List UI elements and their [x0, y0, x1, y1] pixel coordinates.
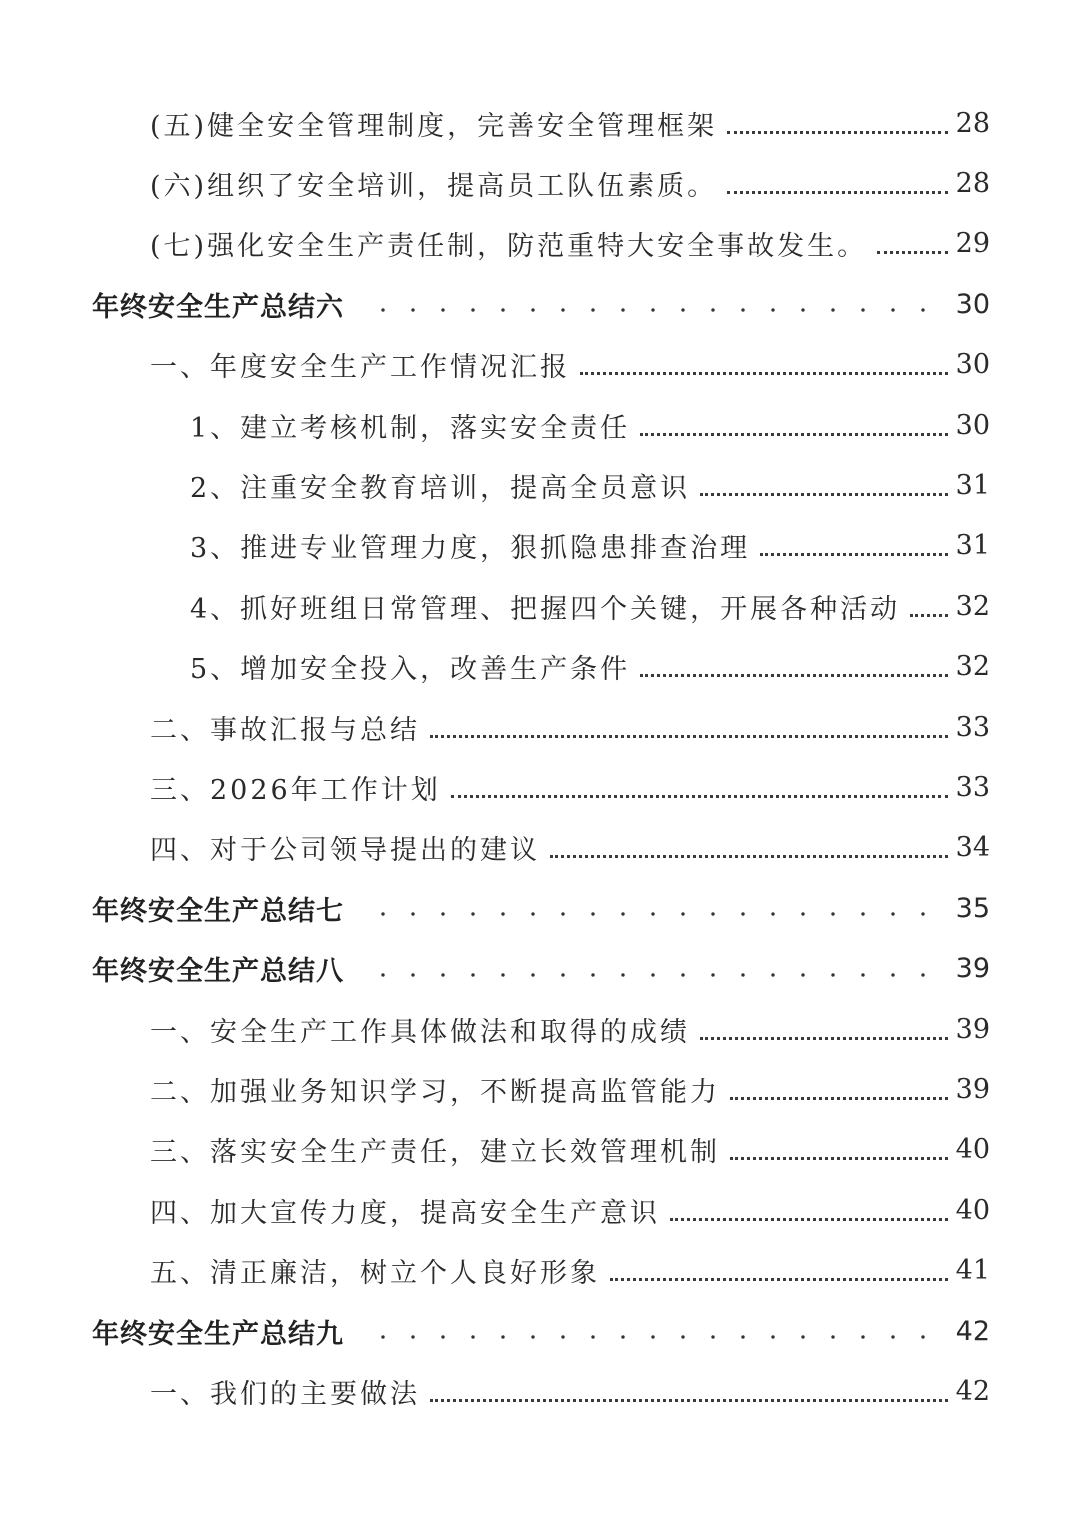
toc-page-number: 32 [955, 590, 990, 622]
toc-item-label: 三、2026年工作计划 [150, 774, 441, 806]
toc-dot-leader [730, 1157, 948, 1160]
toc-item-label: 四、对于公司领导提出的建议 [150, 835, 540, 867]
toc-dot-leader [430, 1399, 948, 1402]
toc-item[interactable] [0, 1059, 1080, 1119]
toc-dot-leader [640, 433, 947, 436]
toc-dot-leader [727, 131, 948, 134]
toc-item[interactable] [0, 757, 1080, 817]
toc-item[interactable] [0, 395, 1080, 455]
toc-item[interactable] [0, 1240, 1080, 1300]
toc-item-label: 三、落实安全生产责任，建立长效管理机制 [150, 1137, 720, 1169]
toc-page-number: 42 [955, 1375, 990, 1407]
toc-dot-leader [550, 855, 948, 858]
toc-dot-leader [670, 1218, 948, 1221]
toc-page-number: 39 [955, 1073, 990, 1105]
toc-section-heading[interactable] [0, 274, 1080, 334]
toc-page-number: 30 [955, 288, 990, 320]
toc-item-label: 年终安全生产总结九 [92, 1318, 344, 1350]
toc-item-label: 年终安全生产总结七 [92, 895, 344, 927]
toc-dot-leader [760, 553, 947, 556]
toc-dot-leader [727, 191, 948, 194]
toc-item-label: 一、安全生产工作具体做法和取得的成绩 [150, 1016, 690, 1048]
toc-item[interactable] [0, 999, 1080, 1059]
toc-item[interactable] [0, 637, 1080, 697]
toc-page-number: 31 [955, 470, 990, 502]
toc-item[interactable] [0, 455, 1080, 515]
toc-page-number: 34 [955, 832, 990, 864]
toc-page-number: 31 [955, 530, 990, 562]
toc-item[interactable] [0, 1120, 1080, 1180]
toc-dot-leader [640, 674, 947, 677]
toc-item-label: 年终安全生产总结八 [92, 956, 344, 988]
toc-item[interactable] [0, 516, 1080, 576]
toc-page-number: 29 [955, 228, 990, 260]
toc-dot-leader [451, 795, 948, 798]
toc-item-label: 一、年度安全生产工作情况汇报 [150, 352, 570, 384]
toc-item-label: 四、加大宣传力度，提高安全生产意识 [150, 1197, 660, 1229]
toc-item[interactable] [0, 93, 1080, 153]
toc-page-number: 30 [955, 349, 990, 381]
toc-dot-leader [700, 1037, 948, 1040]
toc-page-number: 30 [955, 409, 990, 441]
toc-item[interactable] [0, 697, 1080, 757]
toc-item-label: 4、抓好班组日常管理、把握四个关键，开展各种活动 [190, 593, 901, 625]
toc-item-label: 一、我们的主要做法 [150, 1378, 420, 1410]
toc-item-label: (七)强化安全生产责任制，防范重特大安全事故发生。 [150, 231, 868, 263]
toc-item-label: (五)健全安全管理制度，完善安全管理框架 [150, 110, 718, 142]
toc-dot-leader [877, 251, 948, 254]
toc-dot-leader [580, 372, 948, 375]
toc-item[interactable] [0, 576, 1080, 636]
toc-page-number: 41 [955, 1255, 990, 1287]
toc-page-number: 28 [955, 107, 990, 139]
toc-item[interactable] [0, 1361, 1080, 1421]
toc-item-label: 3、推进专业管理力度，狠抓隐患排查治理 [190, 533, 751, 565]
toc-dot-leader [362, 972, 946, 978]
toc-page-number: 40 [955, 1194, 990, 1226]
toc-section-heading[interactable] [0, 878, 1080, 938]
toc-item[interactable] [0, 335, 1080, 395]
toc-dot-leader [430, 735, 948, 738]
toc-section-heading[interactable] [0, 1301, 1080, 1361]
toc-page-number: 33 [955, 771, 990, 803]
toc-page-number: 42 [955, 1315, 990, 1347]
table-of-contents [0, 93, 1080, 1422]
toc-item-label: 五、清正廉洁，树立个人良好形象 [150, 1258, 600, 1290]
toc-item[interactable] [0, 818, 1080, 878]
toc-item-label: 年终安全生产总结六 [92, 291, 344, 323]
toc-item-label: 1、建立考核机制，落实安全责任 [190, 412, 631, 444]
toc-dot-leader [362, 1334, 946, 1340]
toc-item[interactable] [0, 1180, 1080, 1240]
toc-item[interactable] [0, 153, 1080, 213]
toc-item-label: (六)组织了安全培训，提高员工队伍素质。 [150, 171, 718, 203]
toc-item-label: 二、事故汇报与总结 [150, 714, 420, 746]
toc-section-heading[interactable] [0, 938, 1080, 998]
toc-page-number: 32 [955, 651, 990, 683]
toc-dot-leader [362, 911, 946, 917]
toc-page-number: 28 [955, 168, 990, 200]
toc-item-label: 2、注重安全教育培训，提高全员意识 [190, 473, 691, 505]
toc-page-number: 39 [955, 1013, 990, 1045]
toc-page-number: 40 [955, 1134, 990, 1166]
toc-page-number: 39 [955, 953, 990, 985]
toc-item-label: 二、加强业务知识学习，不断提高监管能力 [150, 1076, 720, 1108]
toc-page-number: 35 [955, 892, 990, 924]
toc-dot-leader [910, 614, 947, 617]
toc-dot-leader [700, 493, 947, 496]
toc-item-label: 5、增加安全投入，改善生产条件 [190, 654, 631, 686]
toc-dot-leader [362, 307, 946, 313]
toc-dot-leader [730, 1097, 948, 1100]
toc-item[interactable] [0, 214, 1080, 274]
toc-page-number: 33 [955, 711, 990, 743]
toc-dot-leader [610, 1278, 948, 1281]
